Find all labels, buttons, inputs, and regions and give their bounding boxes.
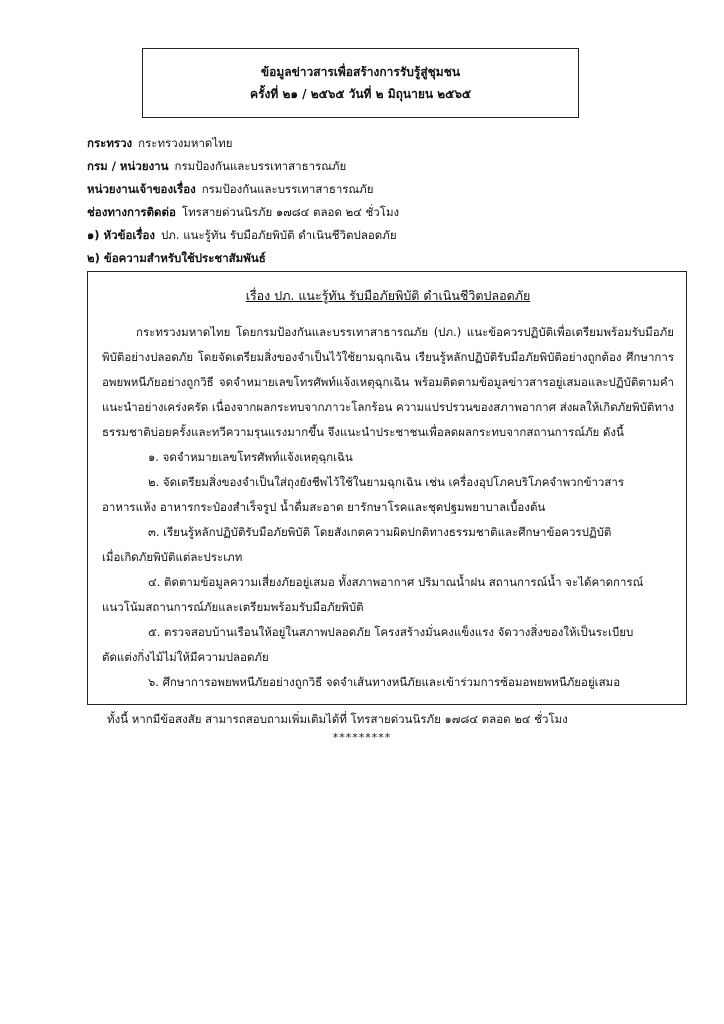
intro-paragraph: กระทรวงมหาดไทย โดยกรมป้องกันและบรรเทาสาธารณภัย (ปภ.) แนะข้อควรปฏิบัติเพื่อเตรียมพร้อมรับมือภัยพิบัติอย่างปลอดภัย โดยจัดเตรียมสิ่งของจำเป็นไว้ใช้ยามฉุกเฉิน เรียนรู้หลักปฏิบัติรับมือภัยพิบัติอย่างถูกต้อง ศึกษาการอพยพหนีภัยอย่างถูกวิธี จดจำหมายเลขโทรศัพท์แจ้งเหตุฉุกเฉิน พร้อมติดตามข้อมูลข่าวสารอยู่เสมอและปฏิบัติตามคำแนะนำอย่างเคร่งครัด เนื่องจากผลกระทบจากภาวะโลกร้อน ความแปรปรวนของสภาพอากาศ ส่งผลให้เกิดภัยพิบัติทางธรรมชาติบ่อยครั้งและทวีความรุนแรงมากขึ้น จึงแนะนำประชาชนเพื่อลดผลกระทบจากสถานการณ์ภัย ดังนี้ bbox=[102, 325, 674, 439]
department-value: กรมป้องกันและบรรเทาสาธารณภัย bbox=[174, 159, 347, 173]
list-item bbox=[102, 470, 674, 520]
owner-value: กรมป้องกันและบรรเทาสาธารณภัย bbox=[201, 182, 374, 196]
list-item-first-line: ๖. ศึกษาการอพยพหนีภัยอย่างถูกวิธี จดจำเส้นทางหนีภัยและเข้าร่วมการซ้อมอพยพหนีภัยอยู่เสมอ bbox=[148, 675, 621, 689]
list-item-first-line: ๒. จัดเตรียมสิ่งของจำเป็นใส่ถุงยังชีพไว้ใช้ในยามฉุกเฉิน เช่น เครื่องอุปโภคบริโภคจำพวกข้าวสาร bbox=[148, 475, 625, 489]
ministry-value: กระทรวงมหาดไทย bbox=[138, 136, 233, 150]
list-item-continuation: ตัดแต่งกิ่งไม้ไม่ให้มีความปลอดภัย bbox=[102, 650, 269, 664]
contact-value: โทรสายด่วนนิรภัย ๑๗๘๔ ตลอด ๒๔ ชั่วโมง bbox=[181, 205, 400, 219]
topic-value: ปภ. แนะรู้ทัน รับมือภัยพิบัติ ดำเนินชีวิตปลอดภัย bbox=[161, 228, 397, 242]
list-item-continuation: แนวโน้มสถานการณ์ภัยและเตรียมพร้อมรับมือภัยพิบัติ bbox=[102, 600, 364, 614]
story-title: เรื่อง ปภ. แนะรู้ทัน รับมือภัยพิบัติ ดำเนินชีวิตปลอดภัย bbox=[245, 288, 531, 303]
owner-label: หน่วยงานเจ้าของเรื่อง bbox=[87, 182, 196, 196]
list-item bbox=[102, 445, 674, 470]
list-item-first-line: ๓. เรียนรู้หลักปฏิบัติรับมือภัยพิบัติ โดยสังเกตความผิดปกติทางธรรมชาติและศึกษาข้อควรปฏิบัติ bbox=[148, 525, 612, 539]
header-issue-date: ครั้งที่ ๒๑ / ๒๕๖๕ วันที่ ๒ มิถุนายน ๒๕๖๕ bbox=[250, 87, 471, 101]
list-item bbox=[102, 520, 674, 570]
list-item-first-line: ๑. จดจำหมายเลขโทรศัพท์แจ้งเหตุฉุกเฉิน bbox=[148, 450, 353, 464]
department-label: กรม / หน่วยงาน bbox=[87, 159, 169, 173]
message-section-title: ๒) ข้อความสำหรับใช้ประชาสัมพันธ์ bbox=[87, 251, 266, 265]
end-marker: ********* bbox=[332, 731, 392, 744]
ministry-label: กระทรวง bbox=[87, 136, 133, 150]
topic-row bbox=[87, 224, 687, 247]
document-metadata bbox=[87, 132, 687, 270]
owner-row bbox=[87, 178, 687, 201]
list-item-first-line: ๕. ตรวจสอบบ้านเรือนให้อยู่ในสภาพปลอดภัย โครงสร้างมั่นคงแข็งแรง จัดวางสิ่งของให้เป็นระเบียบ bbox=[148, 625, 634, 639]
ministry-row bbox=[87, 132, 687, 155]
contact-note: ทั้งนี้ หากมีข้อสงสัย สามารถสอบถามเพิ่มเติมได้ที่ โทรสายด่วนนิรภัย ๑๗๘๔ ตลอด ๒๔ ชั่วโมง bbox=[107, 712, 568, 726]
topic-label: ๑) หัวข้อเรื่อง bbox=[87, 228, 155, 242]
document-header-box bbox=[142, 48, 579, 118]
list-item bbox=[102, 670, 674, 695]
list-item-continuation: เมื่อเกิดภัยพิบัติแต่ละประเภท bbox=[102, 550, 243, 564]
contact-label: ช่องทางการติดต่อ bbox=[87, 205, 176, 219]
list-item bbox=[102, 570, 674, 620]
department-row bbox=[87, 155, 687, 178]
list-item-continuation: อาหารแห้ง อาหารกระป๋องสำเร็จรูป น้ำดื่มสะอาด ยารักษาโรคและชุดปฐมพยาบาลเบื้องต้น bbox=[102, 500, 546, 514]
list-item bbox=[102, 620, 674, 670]
contact-row bbox=[87, 201, 687, 224]
header-title: ข้อมูลข่าวสารเพื่อสร้างการรับรู้สู่ชุมชน bbox=[260, 65, 461, 79]
list-item-first-line: ๔. ติดตามข้อมูลความเสี่ยงภัยอยู่เสมอ ทั้งสภาพอากาศ ปริมาณน้ำฝน สถานการณ์น้ำ จะได้คาดการณ์ bbox=[148, 575, 644, 589]
message-content-box bbox=[87, 271, 687, 705]
